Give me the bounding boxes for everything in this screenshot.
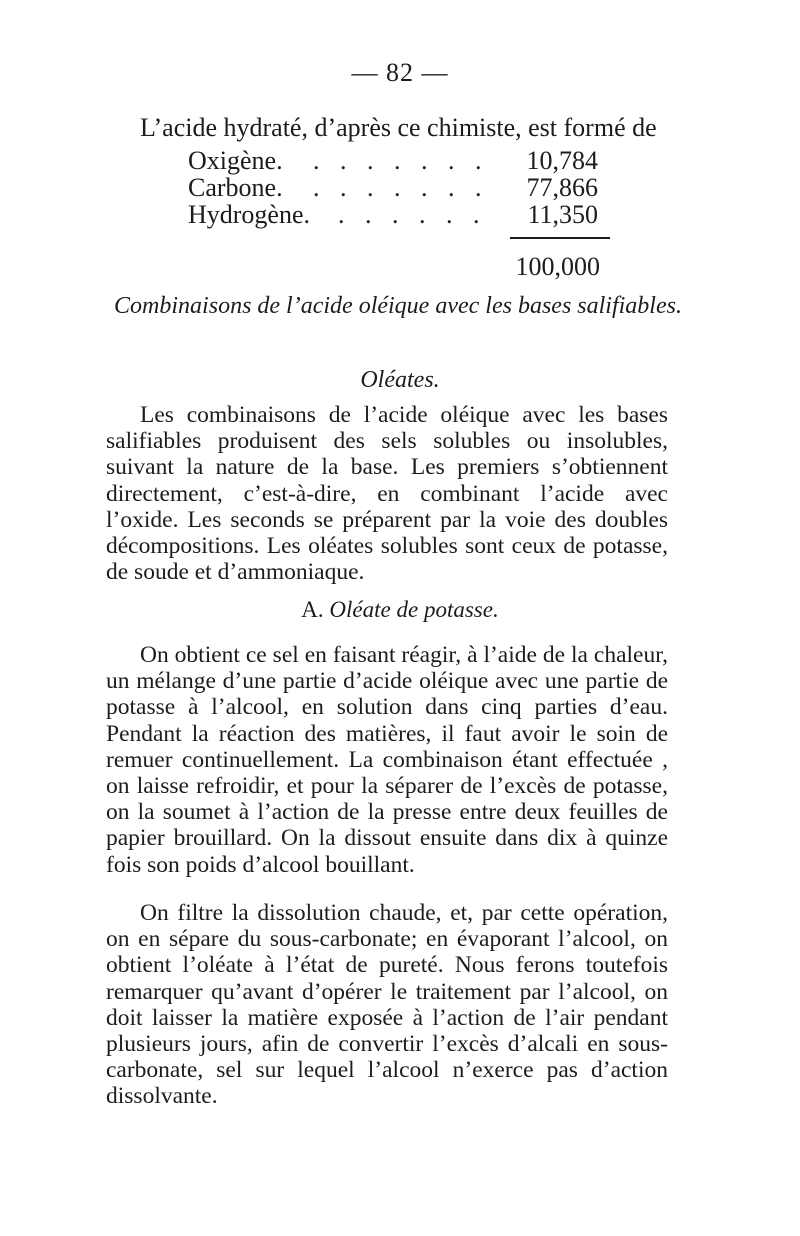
article-title: Oléate de potasse.	[329, 597, 499, 622]
composition-row-carbon	[188, 173, 598, 203]
composition-element: Carbone.	[188, 173, 283, 202]
section-heading: Combinaisons de l’acide oléique avec les bases salifiables.	[114, 293, 682, 319]
intro-line: L’acide hydraté, d’après ce chimiste, est formé de	[140, 113, 657, 142]
leader-dots: . . . . . . .	[313, 146, 489, 175]
composition-value: 11,350	[527, 200, 598, 229]
subsection-heading: Oléates.	[360, 367, 440, 393]
composition-row-hydrogen	[188, 200, 598, 230]
composition-element: Hydrogène.	[188, 200, 311, 229]
leader-dots: . . . . . . .	[313, 173, 489, 202]
leader-dots: . . . . . .	[338, 200, 487, 229]
paragraph-preparation: On obtient ce sel en faisant réagir, à l’aide de la chaleur, un mélange d’une partie d’acide oléique avec une partie de potasse à l’alcool, en solution dans cinq parties d’eau. Pendant la réaction des matières, il faut avoir le soin de remuer continuellement. La combinaison étant effectuée , on laisse refroidir, et pour la séparer de l’excès de potasse, on la soumet à l’action de la presse entre deux feuilles de papier brouillard. On la dissout ensuite dans dix à quinze fois son poids d’alcool bouillant.	[106, 642, 668, 878]
composition-value: 77,866	[526, 173, 598, 202]
page-number: — 82 —	[351, 58, 449, 87]
composition-row-oxygen	[188, 146, 598, 176]
composition-total: 100,000	[515, 252, 600, 281]
paragraph-oleates-intro: Les combinaisons de l’acide oléique avec les bases salifiables produisent des sels solubles ou insolubles, suivant la nature de la base. Les premiers s’obtiennent directement, c’est-à-dire, en combinant l’acide avec l’oxide. Les seconds se préparent par la voie des doubles décompositions. Les oléates solubles sont ceux de potasse, de soude et d’ammoniaque.	[106, 402, 668, 586]
article-heading	[0, 597, 800, 623]
composition-value: 10,784	[526, 146, 598, 175]
composition-element: Oxigène.	[188, 146, 283, 175]
sum-rule	[510, 237, 610, 239]
article-label: A.	[301, 597, 324, 622]
paragraph-purification: On filtre la dissolution chaude, et, par cette opération, on en sépare du sous-carbonate; en évaporant l’alcool, on obtient l’oléate à l’état de pureté. Nous ferons toutefois remarquer qu’avant d’opérer le traitement par l’alcool, on doit laisser la matière exposée à l’action de l’air pendant plusieurs jours, afin de convertir l’excès d’alcali en sous-carbonate, sel sur lequel l’alcool n’exerce pas d’action dissolvante.	[106, 900, 668, 1110]
